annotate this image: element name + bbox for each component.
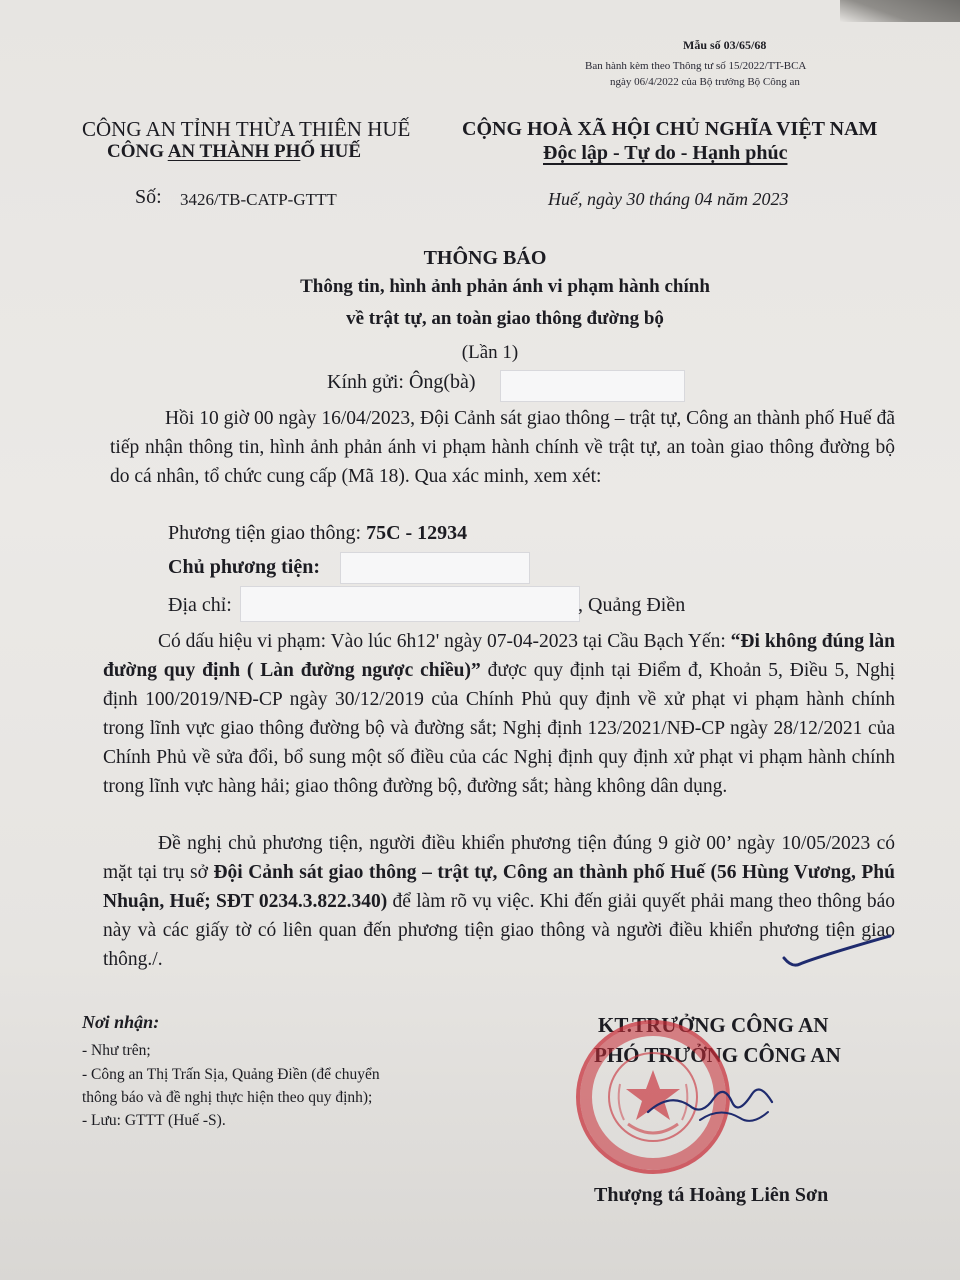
document-number-label: Số: — [135, 186, 162, 208]
nation-name: CỘNG HOÀ XÃ HỘI CHỦ NGHĨA VIỆT NAM — [462, 118, 878, 140]
document-title: THÔNG BÁO — [423, 247, 547, 269]
agency-parent: CÔNG AN TỈNH THỪA THIÊN HUẾ — [82, 117, 411, 141]
document-subtitle-line1: Thông tin, hình ảnh phản ánh vi phạm hành chính — [300, 276, 710, 297]
handwritten-signature — [640, 1072, 780, 1142]
owner-field: Chủ phương tiện: — [168, 556, 321, 578]
national-motto: Độc lập - Tự do - Hạnh phúc — [543, 142, 788, 164]
form-issued-with: Ban hành kèm theo Thông tư số 15/2022/TT-BCA — [585, 60, 807, 72]
violation-paragraph: Có dấu hiệu vi phạm: Vào lúc 6h12' ngày 07-04-2023 tại Cầu Bạch Yến: “Đi không đúng làn đường quy định ( Làn đường ngược chiều)” được quy định tại Điểm đ, Khoản 5, Điều 5, Nghị định 100/2019/NĐ-CP ngày 30/12/2019 của Chính Phủ quy định về xử phạt vi phạm hành chính trong lĩnh vực giao thông đường bộ và đường sắt; Nghị định 123/2021/NĐ-CP ngày 28/12/2021 của Chính Phủ về sửa đổi, bổ sung một số điều của các Nghị định quy định xử phạt vi phạm hành chính trong lĩnh vực hàng hải; giao thông đường bộ, đường sắt; hàng không dân dụng. — [103, 631, 895, 797]
signer-name: Thượng tá Hoàng Liên Sơn — [594, 1184, 829, 1206]
greeting: Kính gửi: Ông(bà) — [327, 371, 476, 393]
recipient-item: - Lưu: GTTT (Huế -S). — [82, 1112, 226, 1129]
address-district: , Quảng Điền — [578, 594, 686, 616]
recipient-item: - Như trên; — [82, 1042, 151, 1059]
recipient-item: thông báo và đề nghị thực hiện theo quy định); — [82, 1089, 373, 1106]
redacted-owner-name — [340, 552, 530, 584]
violation-description: “Đi không đúng làn đường quy định ( Làn đường ngược chiều)” — [103, 631, 895, 681]
place-and-date: Huế, ngày 30 tháng 04 năm 2023 — [548, 189, 789, 209]
intro-paragraph: Hồi 10 giờ 00 ngày 16/04/2023, Đội Cảnh sát giao thông – trật tự, Công an thành phố Huế đã tiếp nhận thông tin, hình ảnh phản ánh vi phạm hành chính về trật tự, an toàn giao thông đường bộ do cá nhân, tổ chức cung cấp (Mã 18). Qua xác minh, xem xét: — [110, 408, 895, 487]
address-label: Địa chỉ: — [168, 594, 232, 616]
redacted-recipient-name — [500, 370, 685, 402]
form-code: Mẫu số 03/65/68 — [683, 38, 767, 52]
recipient-item: - Công an Thị Trấn Sịa, Quảng Điền (để chuyển — [82, 1066, 380, 1083]
request-paragraph: Đề nghị chủ phương tiện, người điều khiển phương tiện đúng 9 giờ 00’ ngày 10/05/2023 có mặt tại trụ sở Đội Cảnh sát giao thông – trật tự, Công an thành phố Huế (56 Hùng Vương, Phú Nhuận, Huế; SĐT 0234.3.822.340) để làm rõ vụ việc. Khi đến giải quyết phải mang theo thông báo này và các giấy tờ có liên quan đến phương tiện giao thông và người điều khiển phương tiện giao thông./. — [103, 833, 895, 970]
agency-name: CÔNG AN THÀNH PHỐ HUẾ — [107, 141, 362, 162]
vehicle-plate: 75C - 12934 — [366, 522, 468, 544]
occurrence-number: (Lần 1) — [461, 342, 519, 363]
redacted-address — [240, 586, 580, 622]
signature-title: KT.TRƯỞNG CÔNG AN — [598, 1013, 829, 1037]
form-issued-date: ngày 06/4/2022 của Bộ trưởng Bộ Công an — [610, 76, 800, 88]
vehicle-field: Phương tiện giao thông: 75C - 12934 — [168, 522, 468, 544]
document-subtitle-line2: về trật tự, an toàn giao thông đường bộ — [346, 308, 664, 329]
office-address: Đội Cảnh sát giao thông – trật tự, Công an thành phố Huế (56 Hùng Vương, Phú Nhuận, Huế; SĐT 0234.3.822.340) — [103, 862, 895, 912]
signature-check-mark — [780, 930, 900, 980]
recipients-title: Nơi nhận: — [82, 1012, 160, 1032]
signature-position: PHÓ TRƯỞNG CÔNG AN — [594, 1043, 841, 1067]
document-number: 3426/TB-CATP-GTTT — [180, 190, 337, 209]
page-edge-shadow — [840, 0, 960, 22]
